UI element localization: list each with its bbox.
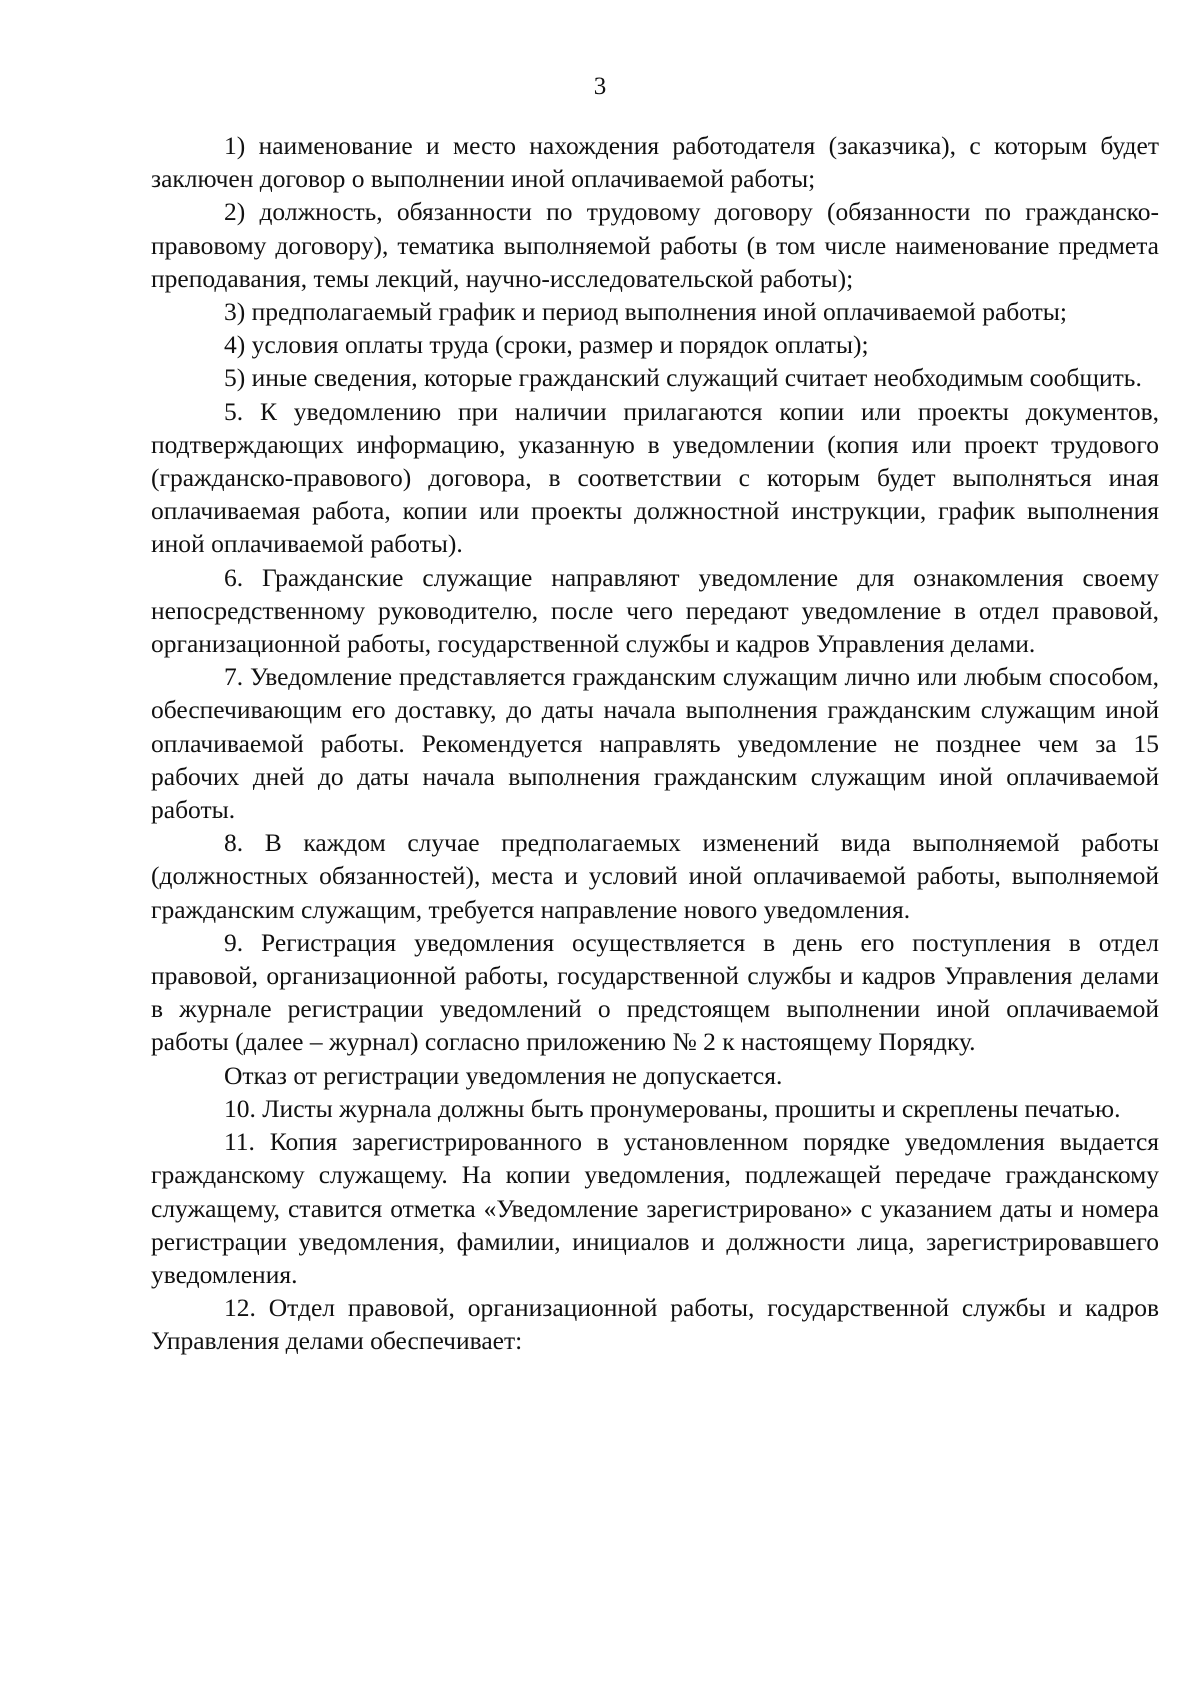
paragraph: 5. К уведомлению при наличии прилагаются копии или проекты документов, подтверждающих информацию, указанную в уведомлении (копия или проект трудового (гражданско-правового) договора, в соответствии с которым будет выполняться иная оплачиваемая работа, копии или проекты должностной инструкции, график выполнения иной оплачиваемой работы). xyxy=(151,396,1159,559)
paragraph: 5) иные сведения, которые гражданский служащий считает необходимым сообщить. xyxy=(224,363,1142,393)
paragraph: 9. Регистрация уведомления осуществляется в день его поступления в отдел правовой, организационной работы, государственной службы и кадров Управления делами в журнале регистрации уведомлений о предстоящем выполнении иной оплачиваемой работы (далее – журнал) согласно приложению № 2 к настоящему Порядку. xyxy=(151,927,1159,1057)
paragraph: Отказ от регистрации уведомления не допускается. xyxy=(224,1060,783,1090)
paragraph: 11. Копия зарегистрированного в установленном порядке уведомления выдается гражданскому служащему. На копии уведомления, подлежащей передаче гражданскому служащему, ставится отметка «Уведомление зарегистрировано» с указанием даты и номера регистрации уведомления, фамилии, инициалов и должности лица, зарегистрировавшего уведомления. xyxy=(151,1127,1159,1289)
paragraph: 2) должность, обязанности по трудовому договору (обязанности по гражданско-правовому договору), тематика выполняемой работы (в том числе наименование предмета преподавания, темы лекций, научно-исследовательской работы); xyxy=(151,197,1159,293)
paragraph: 7. Уведомление представляется гражданским служащим лично или любым способом, обеспечивающим его доставку, до даты начала выполнения гражданским служащим иной оплачиваемой работы. Рекомендуется направлять уведомление не позднее чем за 15 рабочих дней до даты начала выполнения гражданским служащим иной оплачиваемой работы. xyxy=(151,662,1159,825)
paragraph: 4) условия оплаты труда (сроки, размер и порядок оплаты); xyxy=(224,330,869,360)
paragraph: 12. Отдел правовой, организационной работы, государственной службы и кадров Управления делами обеспечивает: xyxy=(151,1293,1159,1356)
paragraph: 1) наименование и место нахождения работодателя (заказчика), с которым будет заключен договор о выполнении иной оплачиваемой работы; xyxy=(151,131,1159,194)
paragraph: 3) предполагаемый график и период выполнения иной оплачиваемой работы; xyxy=(224,297,1068,327)
paragraph: 6. Гражданские служащие направляют уведомление для ознакомления своему непосредственному руководителю, после чего передают уведомление в отдел правовой, организационной работы, государственной службы и кадров Управления делами. xyxy=(151,562,1159,659)
document-body xyxy=(151,129,1159,1358)
paragraph: 10. Листы журнала должны быть пронумерованы, прошиты и скреплены печатью. xyxy=(224,1093,1121,1123)
page-number: 3 xyxy=(593,73,607,100)
paragraph: 8. В каждом случае предполагаемых изменений вида выполняемой работы (должностных обязанностей), места и условий иной оплачиваемой работы, выполняемой гражданским служащим, требуется направление нового уведомления. xyxy=(151,828,1159,924)
